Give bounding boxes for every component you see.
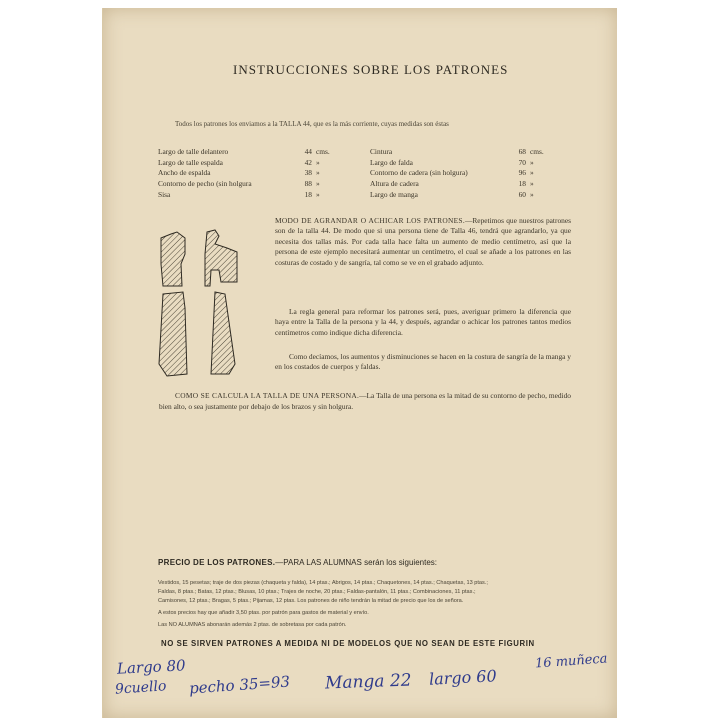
footer-notice: NO SE SIRVEN PATRONES A MEDIDA NI DE MODELOS QUE NO SEAN DE ESTE FIGURIN [161, 639, 535, 648]
price-heading: PRECIO DE LOS PATRONES. [158, 558, 276, 567]
section1-paragraph3: Como decíamos, los aumentos y disminuciones se hacen en la costura de sangría de la manga y en los costados de cuerpos y faldas. [275, 352, 571, 372]
skirt-front-pattern [159, 292, 187, 376]
measurement-row: Altura de cadera 18 » [370, 179, 534, 189]
section1-text1: —Repetimos que nuestros patrones son de la talla 44. De modo que si una persona tiene de Talla 46, tendrá que agrandarlo, ya que necesita dos tallas más. Por cada talla hace falta un aumento de medio centímetro, así que la persona de este ejemplo necesitará aumentar un centímetro, el cual se añade a los patrones en las costuras de costado y de sangría, tal como se ve en el grabado adjunto. [275, 216, 571, 267]
pattern-illustration [155, 224, 239, 384]
intro-text: Todos los patrones los enviamos a la TALLA 44, que es la más corriente, cuyas medidas son éstas [175, 120, 449, 128]
price-line-4: A estos precios hay que añadir 3,50 ptas. por patrón para gastos de material y envío. [158, 610, 369, 616]
measurement-row: Largo de talle espalda 42 » [158, 157, 320, 167]
measurements-right [370, 147, 550, 200]
measurement-row: Largo de falda 70 » [370, 157, 534, 167]
handwritten-pecho: pecho 35=93 [188, 672, 291, 698]
price-line-3: Camisones, 12 ptas.; Bragas, 5 ptas.; Pijamas, 12 ptas. Los patrones de niño tendrán la mitad de precio que los de señora. [158, 598, 464, 604]
handwritten-cuello: 9cuello [114, 678, 167, 698]
price-line-1: Vestidos, 15 pesetas; traje de dos piezas (chaqueta y falda), 14 ptas.; Abrigos, 14 ptas.; Chaquetones, 14 ptas.; Chaquetas, 13 ptas.; [158, 580, 488, 586]
measurement-row: Ancho de espalda 38 » [158, 168, 320, 178]
section2-text: —La Talla de una persona es la mitad de su contorno de pecho, medido bien alto, o sea justamente por debajo de los brazos y sin holgura. [159, 391, 571, 411]
page-title: INSTRUCCIONES SOBRE LOS PATRONES [233, 62, 509, 77]
measurement-row: Largo de manga 60 » [370, 189, 534, 199]
measurement-row: Cintura 68 cms. [370, 147, 544, 156]
bodice-front-pattern [161, 232, 185, 286]
measurement-row: Contorno de pecho (sin holgura 88 » [158, 179, 320, 189]
section2-paragraph [159, 390, 571, 412]
page-sheet [102, 8, 617, 718]
price-subheading: —PARA LAS ALUMNAS serán los siguientes: [275, 558, 437, 567]
section1-paragraph1 [275, 216, 571, 268]
section2-heading: COMO SE CALCULA LA TALLA DE UNA PERSONA. [175, 391, 360, 400]
measurement-row: Contorno de cadera (sin holgura) 96 » [370, 168, 534, 178]
section1-paragraph2: La regla general para reformar los patrones será, pues, averiguar primero la diferencia que haya entre la Talla de la persona y la 44, y después, agrandar o achicar los patrones tantos medios centímetros como indique dicha diferencia. [275, 307, 571, 337]
measurement-row: Largo de talle delantero 44 cms. [158, 147, 330, 156]
section1-heading: MODO DE AGRANDAR O ACHICAR LOS PATRONES. [275, 216, 465, 225]
handwritten-largo: Largo 80 [116, 656, 186, 678]
price-line-2: Faldas, 8 ptas.; Batas, 12 ptas.; Blusas, 10 ptas.; Trajes de noche, 20 ptas.; Faldas-pantalón, 11 ptas.; Combinaciones, 11 ptas.; [158, 589, 476, 595]
handwritten-largo-manga: largo 60 [428, 666, 498, 689]
bodice-back-pattern [205, 230, 237, 286]
price-heading-line [158, 558, 437, 567]
handwritten-manga: Manga 22 [324, 670, 412, 694]
price-line-5: Las NO ALUMNAS abonarán además 2 ptas. de sobretasa por cada patrón. [158, 622, 347, 628]
skirt-back-pattern [211, 292, 235, 374]
measurement-row: Sisa 18 » [158, 189, 320, 199]
handwritten-muneca: 16 muñeca [534, 651, 608, 672]
measurements-left [158, 147, 336, 200]
